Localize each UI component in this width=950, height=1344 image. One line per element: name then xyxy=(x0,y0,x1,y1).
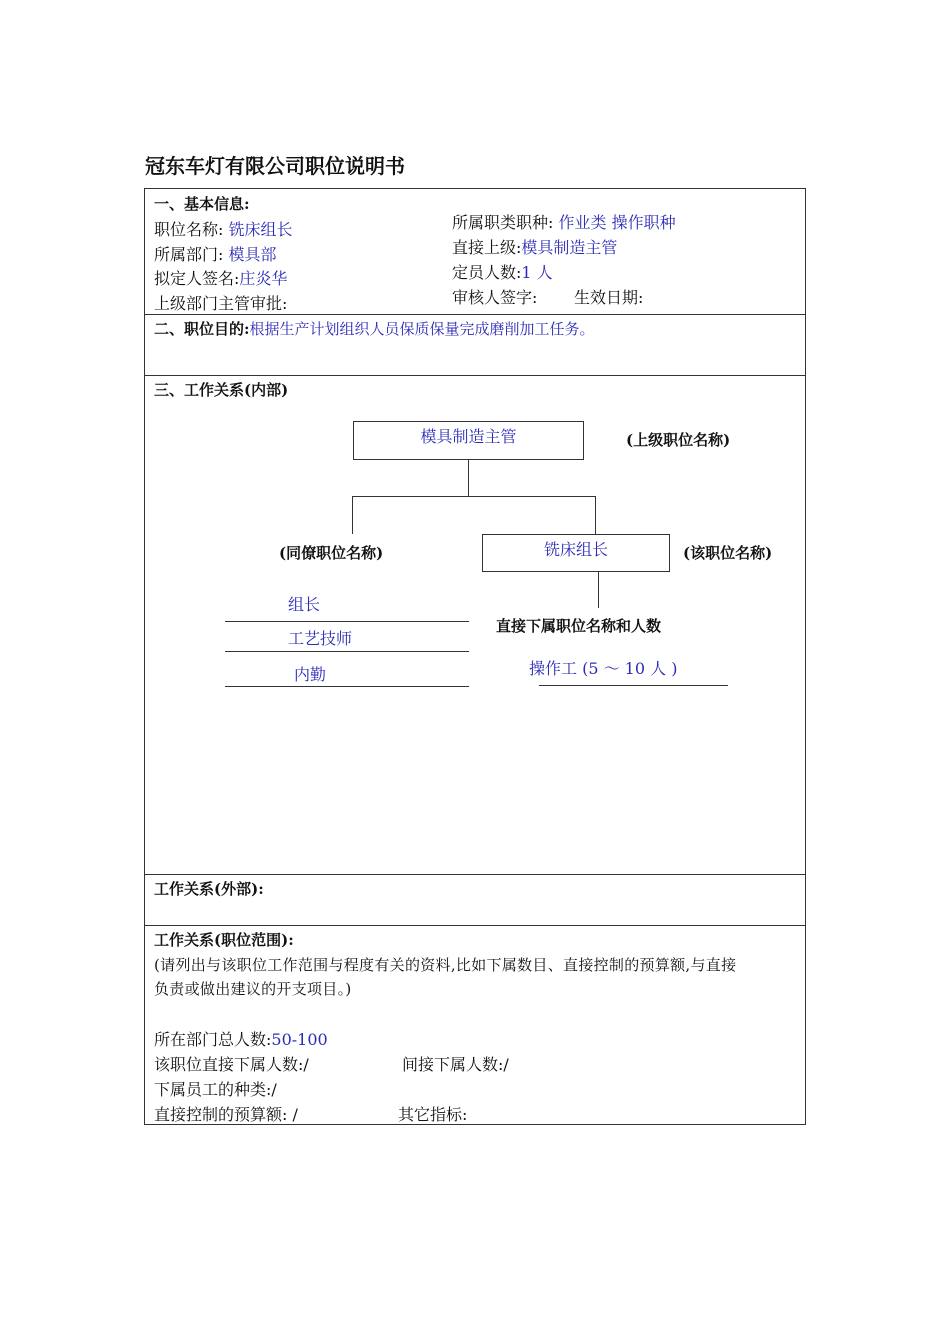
peer-underline xyxy=(225,686,469,687)
job-description-table xyxy=(144,188,806,1125)
scope-note-line1: (请列出与该职位工作范围与程度有关的资料,比如下属数目、直接控制的预算额,与直接 xyxy=(154,956,737,974)
indirect-subordinates-label: 间接下属人数:/ xyxy=(402,1055,509,1074)
drafter-value: 庄炎华 xyxy=(239,269,288,288)
basic-info-heading: 一、基本信息: xyxy=(154,195,250,213)
approval-label: 上级部门主管审批: xyxy=(154,294,288,313)
superior-label: 直接上级: xyxy=(452,238,522,257)
row-divider xyxy=(145,314,805,315)
row-divider xyxy=(145,874,805,875)
subordinate-types-label: 下属员工的种类:/ xyxy=(154,1080,277,1099)
superior-box: 模具制造主管 xyxy=(353,421,584,460)
drafter-label: 拟定人签名: xyxy=(154,269,240,288)
scope-note-line2: 负责或做出建议的开支项目。) xyxy=(154,980,352,998)
direct-subordinates-label: 该职位直接下属人数:/ xyxy=(154,1055,309,1074)
peer-note: (同僚职位名称) xyxy=(279,544,384,562)
row-divider xyxy=(145,375,805,376)
peer-item: 组长 xyxy=(288,595,321,614)
category-value: 作业类 操作职种 xyxy=(558,213,676,232)
page-title: 冠东车灯有限公司职位说明书 xyxy=(145,154,405,178)
reviewer-label: 审核人签字: xyxy=(452,288,538,307)
position-box: 铣床组长 xyxy=(482,534,670,572)
scope-heading: 工作关系(职位范围): xyxy=(154,931,294,949)
subordinate-underline xyxy=(539,685,728,686)
job-name-label: 职位名称: xyxy=(154,220,229,239)
purpose-row xyxy=(154,318,595,339)
org-connector xyxy=(468,460,469,496)
purpose-heading: 二、职位目的: xyxy=(154,320,250,338)
peer-item: 工艺技师 xyxy=(288,629,353,648)
headcount-value: 1 人 xyxy=(521,263,553,282)
peer-underline xyxy=(225,621,469,622)
category-row xyxy=(452,210,676,233)
drafter-row xyxy=(154,266,287,289)
dept-total-row xyxy=(154,1027,328,1050)
peer-item: 内勤 xyxy=(294,665,327,684)
dept-label: 所属部门: xyxy=(154,245,229,264)
org-connector xyxy=(352,496,353,534)
job-name-row xyxy=(154,217,293,240)
org-connector xyxy=(598,572,599,608)
subordinate-value: 操作工 (5 ～ 10 人 ) xyxy=(529,659,678,678)
superior-note: (上级职位名称) xyxy=(626,431,731,449)
external-relations-heading: 工作关系(外部): xyxy=(154,880,264,898)
budget-label: 直接控制的预算额: / xyxy=(154,1105,298,1124)
headcount-row xyxy=(452,260,553,283)
headcount-label: 定员人数: xyxy=(452,263,522,282)
purpose-text: 根据生产计划组织人员保质保量完成磨削加工任务。 xyxy=(249,320,595,338)
dept-row xyxy=(154,242,277,265)
other-metrics-label: 其它指标: xyxy=(398,1105,468,1124)
position-note: (该职位名称) xyxy=(683,544,773,562)
dept-value: 模具部 xyxy=(228,245,277,264)
org-connector xyxy=(595,496,596,534)
internal-relations-heading: 三、工作关系(内部) xyxy=(154,381,289,399)
superior-row xyxy=(452,235,617,258)
category-label: 所属职类职种: xyxy=(452,213,559,232)
row-divider xyxy=(145,925,805,926)
dept-total-label: 所在部门总人数: xyxy=(154,1030,272,1049)
dept-total-value: 50-100 xyxy=(271,1030,328,1049)
peer-underline xyxy=(225,651,469,652)
org-connector xyxy=(352,496,596,497)
effective-date-label: 生效日期: xyxy=(574,288,644,307)
subordinate-heading: 直接下属职位名称和人数 xyxy=(496,617,662,635)
superior-value: 模具制造主管 xyxy=(521,238,618,257)
job-name-value: 铣床组长 xyxy=(228,220,293,239)
